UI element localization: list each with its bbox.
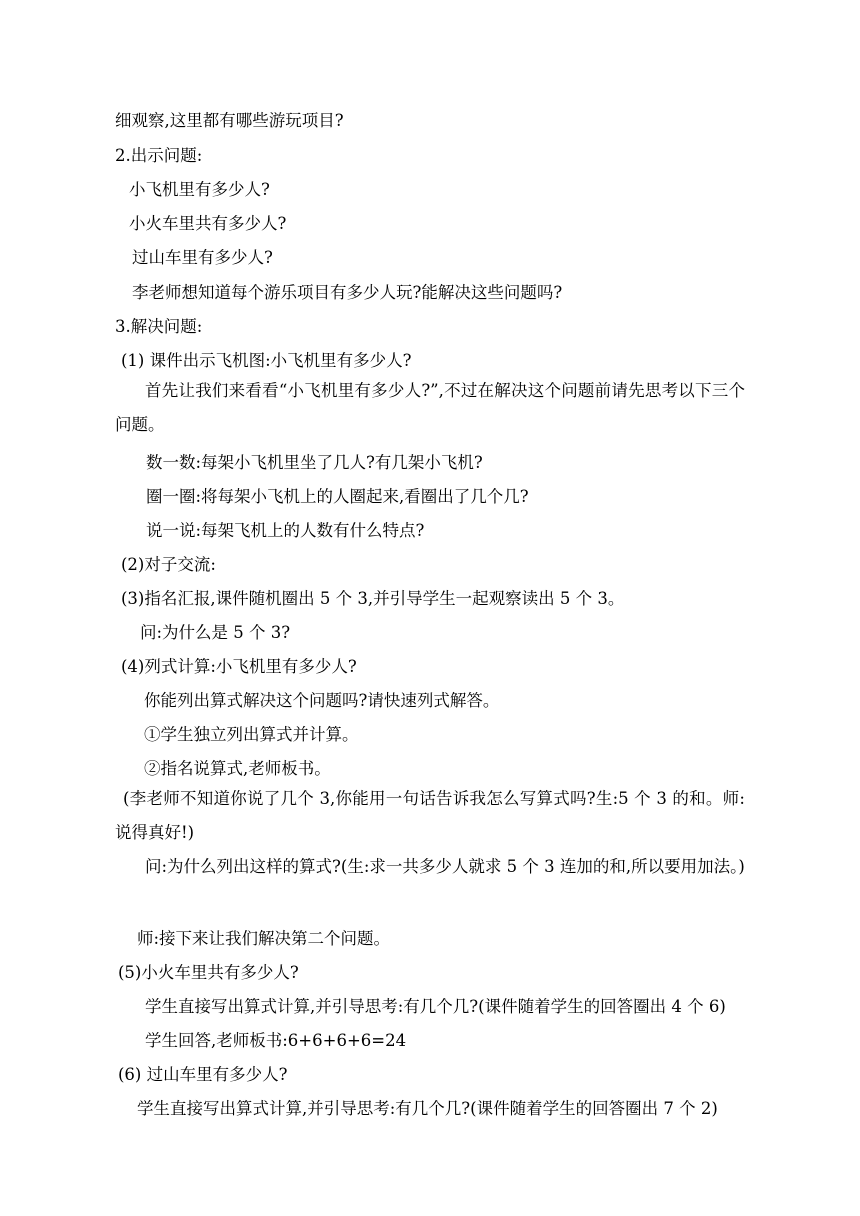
question-line: 小飞机里有多少人? xyxy=(129,180,270,199)
text-line: ①学生独立列出算式并计算。 xyxy=(144,725,359,744)
text-line: 学生回答,老师板书:6+6+6+6=24 xyxy=(145,1031,407,1050)
text-line: 李老师想知道每个游乐项目有多少人玩?能解决这些问题吗? xyxy=(132,283,563,302)
text-line: ②指名说算式,老师板书。 xyxy=(144,759,331,778)
section-heading: 3.解决问题: xyxy=(115,317,203,336)
paragraph: (李老师不知道你说了几个 3,你能用一句话告诉我怎么写算式吗?生:5 个 3 的和。师:说得真好!) xyxy=(115,789,745,842)
text-line: 细观察,这里都有哪些游玩项目? xyxy=(115,111,344,130)
step-line: (6) 过山车里有多少人? xyxy=(118,1065,288,1084)
step-line: (1) 课件出示飞机图:小飞机里有多少人? xyxy=(121,351,412,370)
text-line: 数一数:每架小飞机里坐了几人?有几架小飞机? xyxy=(146,453,483,472)
section-heading: 2.出示问题: xyxy=(115,146,203,165)
step-line: (3)指名汇报,课件随机圈出 5 个 3,并引导学生一起观察读出 5 个 3。 xyxy=(121,589,625,608)
step-line: (5)小火车里共有多少人? xyxy=(118,963,299,982)
text-line: 说一说:每架飞机上的人数有什么特点? xyxy=(146,521,425,540)
text-line: 圈一圈:将每架小飞机上的人圈起来,看圈出了几个几? xyxy=(146,487,529,506)
text-line: 师:接下来让我们解决第二个问题。 xyxy=(137,929,391,948)
text-line: 问:为什么是 5 个 3? xyxy=(140,623,291,642)
text-line: 学生直接写出算式计算,并引导思考:有几个几?(课件随着学生的回答圈出 7 个 2) xyxy=(137,1099,718,1118)
question-line: 小火车里共有多少人? xyxy=(129,214,287,233)
text-line: 你能列出算式解决这个问题吗?请快速列式解答。 xyxy=(144,691,500,710)
step-line: (2)对子交流: xyxy=(121,555,216,574)
paragraph: 问:为什么列出这样的算式?(生:求一共多少人就求 5 个 3 连加的和,所以要用加法。) xyxy=(145,857,745,876)
paragraph: 首先让我们来看看“小飞机里有多少人?”,不过在解决这个问题前请先思考以下三个问题。 xyxy=(115,381,745,434)
step-line: (4)列式计算:小飞机里有多少人? xyxy=(121,657,357,676)
text-line: 学生直接写出算式计算,并引导思考:有几个几?(课件随着学生的回答圈出 4 个 6) xyxy=(145,997,726,1016)
question-line: 过山车里有多少人? xyxy=(132,248,273,267)
